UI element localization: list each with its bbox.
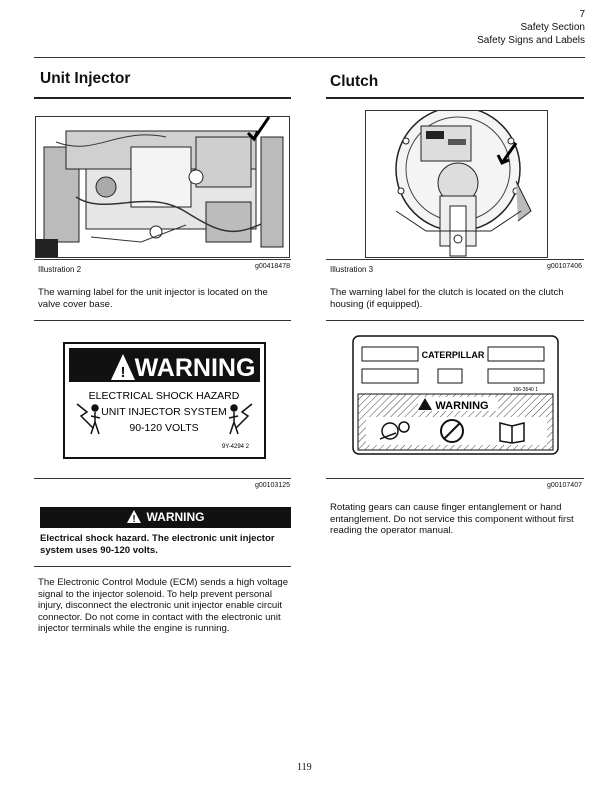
rotating-gears-paragraph: Rotating gears can cause finger entanglement or hand entanglement. Do not service this component without first reading the operator manual. <box>330 502 574 537</box>
page-number: 119 <box>297 762 312 773</box>
warning-triangle-icon <box>127 509 141 530</box>
right-illustration-id: g00107406 <box>546 263 582 270</box>
left-label-image-id: g00103125 <box>254 482 290 489</box>
label-brand-text: CATERPILLAR <box>421 350 485 360</box>
header-page: 7 <box>579 9 585 20</box>
label-warning-text: WARNING <box>134 354 256 382</box>
right-title: Clutch <box>330 73 379 90</box>
svg-text:!: ! <box>120 364 126 381</box>
warning-bar-text: WARNING <box>146 510 205 524</box>
header-subsection: Safety Signs and Labels <box>477 35 585 46</box>
clutch-label-drawing <box>352 335 559 455</box>
right-illustration-label: Illustration 3 <box>330 265 374 274</box>
left-illustration-label: Illustration 2 <box>38 265 82 274</box>
unit-injector-illustration <box>35 116 290 258</box>
right-title-rule <box>326 97 584 99</box>
left-title-rule <box>34 97 291 99</box>
warning-label-drawing <box>63 342 266 459</box>
clutch-warning-label <box>352 335 559 455</box>
right-label-image-id: g00107407 <box>546 482 582 489</box>
label-part-number: 9Y-4294 2 <box>221 444 249 450</box>
warning-bold-text: Electrical shock hazard. The electronic unit injector system uses 90-120 volts. <box>40 533 275 556</box>
left-illustration-id: g00418478 <box>254 263 290 270</box>
warning-bar <box>40 507 291 528</box>
header-rule <box>34 57 585 58</box>
left-title: Unit Injector <box>40 70 131 87</box>
svg-text:!: ! <box>131 514 136 523</box>
clutch-drawing <box>366 111 548 258</box>
clutch-illustration <box>365 110 548 258</box>
engine-drawing <box>36 117 290 258</box>
label-part-number-right: 166-3540 1 <box>512 387 538 393</box>
label-warning-text-right: WARNING <box>435 400 489 412</box>
header-section: Safety Section <box>520 22 585 33</box>
right-location-text: The warning label for the clutch is located on the clutch housing (if equipped). <box>330 287 564 310</box>
label-line1: ELECTRICAL SHOCK HAZARD <box>88 390 240 402</box>
label-line3: 90-120 VOLTS <box>129 422 199 434</box>
unit-injector-warning-label <box>63 342 266 459</box>
ecm-paragraph: The Electronic Control Module (ECM) sends a high voltage signal to the injector solenoid. To help prevent personal injury, disconnect the electronic unit injector enable circuit connector. Do not come in contact with the electronic unit injector terminals while the engine is running. <box>38 577 289 635</box>
running-header <box>477 8 585 47</box>
label-line2: UNIT INJECTOR SYSTEM <box>101 406 227 418</box>
left-location-text: The warning label for the unit injector is located on the valve cover base. <box>38 287 268 310</box>
